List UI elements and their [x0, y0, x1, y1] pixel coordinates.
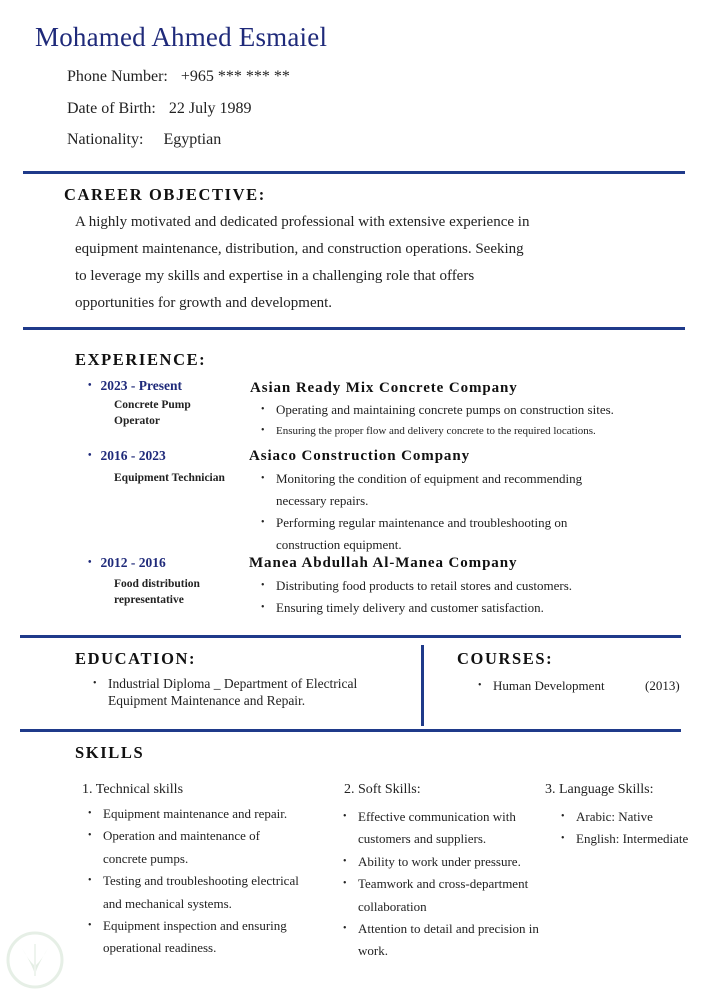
objective-title: CAREER OBJECTIVE: — [64, 185, 266, 204]
job-role-line: Operator — [114, 415, 160, 427]
dob-label: Date of Birth: — [67, 100, 156, 117]
divider-4 — [20, 729, 681, 732]
list-item: • Distributing food products to retail stores and customers. — [261, 575, 661, 597]
nationality-value: Egyptian — [163, 131, 222, 148]
phone-label: Phone Number: — [67, 68, 168, 85]
list-item — [93, 675, 413, 709]
list-item: • Ensuring timely delivery and customer satisfaction. — [261, 597, 661, 619]
education-line: Equipment Maintenance and Repair. — [108, 693, 306, 708]
skill-line: Equipment inspection and ensuring — [103, 918, 287, 934]
skill-line: Testing and troubleshooting electrical — [103, 873, 299, 889]
list-item: • Human Development — [478, 677, 638, 695]
skill-line: Teamwork and cross-department — [358, 876, 529, 892]
list-item — [261, 468, 661, 512]
job-role-line: representative — [114, 594, 184, 606]
phone-row — [67, 68, 290, 86]
objective-line: opportunities for growth and development. — [75, 295, 333, 311]
job-role — [114, 576, 224, 608]
job-bullets — [261, 575, 661, 619]
list-item — [343, 918, 553, 963]
course-year: (2013) — [645, 678, 680, 693]
list-item: • Arabic: Native — [561, 806, 703, 828]
list-item: • English: Intermediate — [561, 828, 703, 850]
divider-1 — [23, 171, 685, 174]
education-line: Industrial Diploma _ Department of Electrical — [108, 676, 358, 691]
company-name: Asian Ready Mix Concrete Company — [250, 380, 518, 396]
bullet-line: Performing regular maintenance and troubleshooting on — [276, 515, 568, 530]
list-item — [88, 870, 328, 915]
soft-skills-heading: 2. Soft Skills: — [344, 782, 421, 797]
skill-line: Effective communication with — [358, 809, 516, 824]
dob-value: 22 July 1989 — [168, 100, 252, 117]
list-item — [88, 803, 328, 825]
bullet-line: Monitoring the condition of equipment and recommending — [276, 471, 583, 486]
list-item — [343, 873, 553, 918]
list-item: • Operating and maintaining concrete pumps on construction sites. — [261, 399, 661, 421]
skill-line: Ability to work under pressure. — [358, 853, 521, 869]
nationality-row — [67, 131, 221, 149]
watermark-logo-icon — [2, 930, 68, 990]
language-skills-heading: 3. Language Skills: — [545, 782, 654, 797]
skill-line: and mechanical systems. — [103, 895, 232, 911]
list-item — [343, 806, 553, 851]
skill-line: Equipment maintenance and repair. — [103, 806, 288, 821]
bullet-line: necessary repairs. — [276, 493, 369, 508]
job-role-line: Equipment Technician — [114, 472, 225, 484]
dob-row — [67, 100, 252, 118]
objective-line: to leverage my skills and expertise in a challenging role that offers — [75, 268, 475, 284]
skill-line: concrete pumps. — [103, 850, 189, 866]
job-bullets — [261, 468, 661, 556]
skill-line: customers and suppliers. — [358, 831, 487, 847]
job-dates: • 2016 - 2023 — [88, 448, 166, 464]
phone-value: +965 *** *** ** — [180, 68, 290, 85]
job-bullets — [261, 423, 681, 439]
nationality-label: Nationality: — [67, 131, 144, 148]
skills-title: SKILLS — [75, 743, 145, 762]
list-item — [88, 915, 328, 960]
technical-skills-list — [88, 803, 328, 960]
technical-skills-heading: 1. Technical skills — [82, 782, 184, 797]
objective-text — [75, 209, 595, 317]
list-item — [343, 851, 553, 873]
vertical-divider — [421, 645, 424, 726]
list-item — [88, 825, 328, 870]
skill-line: operational readiness. — [103, 940, 217, 956]
objective-line: equipment maintenance, distribution, and construction operations. Seeking — [75, 241, 524, 257]
list-item: • Ensuring the proper flow and delivery concrete to the required locations. — [261, 423, 681, 439]
divider-2 — [23, 327, 685, 330]
divider-3 — [20, 635, 681, 638]
job-dates: • 2012 - 2016 — [88, 555, 166, 571]
skill-line: Operation and maintenance of — [103, 828, 261, 844]
company-name: Asiaco Construction Company — [249, 448, 470, 464]
company-name: Manea Abdullah Al-Manea Company — [249, 555, 518, 571]
job-dates: • 2023 - Present — [88, 378, 182, 394]
experience-title: EXPERIENCE: — [75, 350, 207, 369]
bullet-line: construction equipment. — [276, 537, 402, 552]
education-list — [93, 675, 413, 709]
language-skills-list — [561, 806, 703, 851]
education-title: EDUCATION: — [75, 649, 197, 668]
skill-line: work. — [358, 943, 388, 959]
job-role-line: Food distribution — [114, 578, 200, 590]
job-role — [114, 470, 244, 486]
job-bullets — [261, 399, 661, 421]
soft-skills-list — [343, 806, 553, 963]
objective-line: A highly motivated and dedicated professional with extensive experience in — [75, 214, 530, 230]
courses-title: COURSES: — [457, 649, 554, 668]
job-role-line: Concrete Pump — [114, 399, 191, 411]
candidate-name: Mohamed Ahmed Esmaiel — [35, 22, 328, 52]
courses-list — [478, 677, 638, 695]
skill-line: Attention to detail and precision in — [358, 921, 539, 937]
job-role — [114, 397, 224, 429]
list-item — [261, 512, 661, 556]
skill-line: collaboration — [358, 898, 427, 914]
